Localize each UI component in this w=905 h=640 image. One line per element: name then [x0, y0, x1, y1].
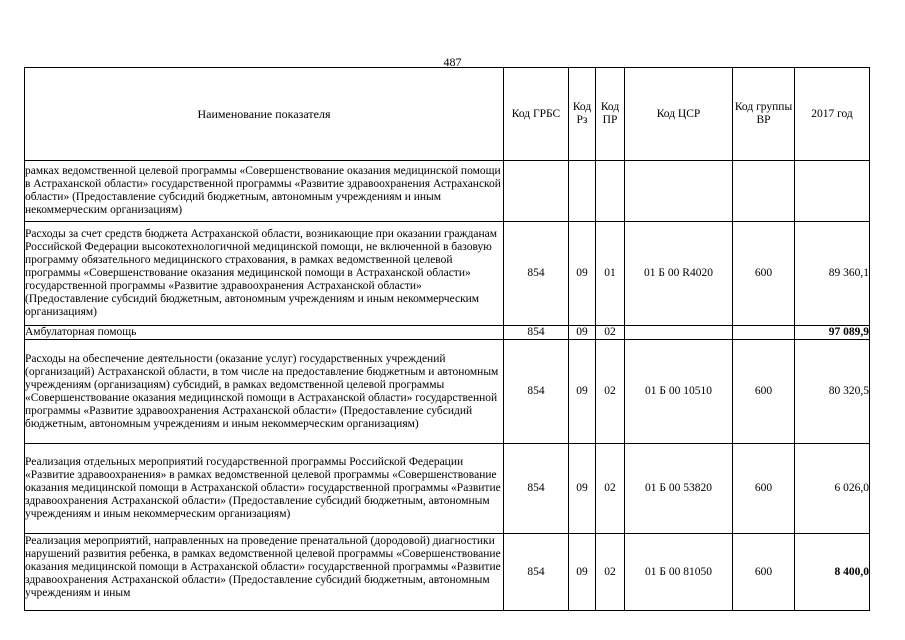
row-amount: 80 320,5 — [795, 340, 870, 444]
row-amount: 6 026,0 — [795, 444, 870, 534]
row-pr: 02 — [596, 534, 625, 611]
row-csr — [625, 326, 733, 340]
row-vr — [733, 161, 795, 222]
header-vr: Код группы ВР — [733, 68, 795, 161]
row-vr: 600 — [733, 534, 795, 611]
table-row — [25, 326, 870, 340]
row-pr — [596, 161, 625, 222]
table-row — [25, 161, 870, 222]
row-vr — [733, 326, 795, 340]
budget-table — [24, 67, 870, 611]
table-header-row — [25, 68, 870, 161]
row-grbs: 854 — [504, 444, 569, 534]
row-amount: 97 089,9 — [795, 326, 870, 340]
row-amount — [795, 161, 870, 222]
row-csr: 01 Б 00 81050 — [625, 534, 733, 611]
row-pr: 01 — [596, 222, 625, 326]
row-grbs: 854 — [504, 222, 569, 326]
row-pr: 02 — [596, 444, 625, 534]
row-vr: 600 — [733, 340, 795, 444]
header-rz: Код Рз — [569, 68, 596, 161]
page-number: 487 — [443, 55, 462, 69]
row-rz — [569, 161, 596, 222]
row-name: Расходы на обеспечение деятельности (оказание услуг) государственных учреждений (организаций) Астраханской области, в том числе на предоставление бюджетным и автономным учреждениям (организациям) субсидий, в рамках ведомственной целевой программы «Совершенствование оказания медицинской помощи в Астраханской области» государственной программы «Развитие здравоохранения Астраханской области» (Предоставление субсидий бюджетным, автономным учреждениям и иным некоммерческим организациям) — [25, 340, 504, 444]
row-rz: 09 — [569, 340, 596, 444]
row-csr: 01 Б 00 53820 — [625, 444, 733, 534]
header-csr: Код ЦСР — [625, 68, 733, 161]
table-row — [25, 340, 870, 444]
table-row — [25, 444, 870, 534]
row-pr: 02 — [596, 340, 625, 444]
header-year: 2017 год — [795, 68, 870, 161]
row-rz: 09 — [569, 534, 596, 611]
header-pr: Код ПР — [596, 68, 625, 161]
row-grbs — [504, 161, 569, 222]
table-row — [25, 534, 870, 611]
row-name: Реализация мероприятий, направленных на проведение пренатальной (дородовой) диагностики нарушений развития ребенка, в рамках ведомственной целевой программы «Совершенствование оказания медицинской помощи в Астраханской области» государственной программы «Развитие здравоохранения Астраханской области» (Предоставление субсидий бюджетным, автономным учреждениям и иным — [25, 534, 501, 599]
row-name: Реализация отдельных мероприятий государственной программы Российской Федерации «Развитие здравоохранения» в рамках ведомственной целевой программы «Совершенствование оказания медицинской помощи в Астраханской области» государственной программы «Развитие здравоохранения Астраханской области» (Предоставление субсидий бюджетным, автономным учреждениям и иным некоммерческим организациям) — [25, 444, 504, 534]
row-csr — [625, 161, 733, 222]
row-rz: 09 — [569, 222, 596, 326]
row-grbs: 854 — [504, 534, 569, 611]
row-vr: 600 — [733, 222, 795, 326]
row-rz: 09 — [569, 326, 596, 340]
row-vr: 600 — [733, 444, 795, 534]
row-csr: 01 Б 00 10510 — [625, 340, 733, 444]
row-rz: 09 — [569, 444, 596, 534]
row-amount: 89 360,1 — [795, 222, 870, 326]
row-name: Амбулаторная помощь — [25, 326, 504, 340]
header-grbs: Код ГРБС — [504, 68, 569, 161]
row-grbs: 854 — [504, 326, 569, 340]
row-pr: 02 — [596, 326, 625, 340]
row-amount: 8 400,0 — [795, 534, 870, 611]
row-name: Расходы за счет средств бюджета Астраханской области, возникающие при оказании гражданам Российской Федерации высокотехнологичной медицинской помощи, не включенной в базовую программу обязательного медицинского страхования, в рамках ведомственной целевой программы «Совершенствование оказания медицинской помощи в Астраханской области» государственной программы «Развитие здравоохранения Астраханской области» (Предоставление субсидий бюджетным, автономным учреждениям и иным некоммерческим организациям) — [25, 222, 504, 326]
row-name: рамках ведомственной целевой программы «Совершенствование оказания медицинской помощи в Астраханской области» государственной программы «Развитие здравоохранения Астраханской области» (Предоставление субсидий бюджетным, автономным учреждениям и иным некоммерческим организациям) — [25, 161, 504, 222]
table-row — [25, 222, 870, 326]
row-csr: 01 Б 00 R4020 — [625, 222, 733, 326]
row-name-cell — [25, 534, 504, 611]
row-grbs: 854 — [504, 340, 569, 444]
header-name: Наименование показателя — [25, 68, 504, 161]
